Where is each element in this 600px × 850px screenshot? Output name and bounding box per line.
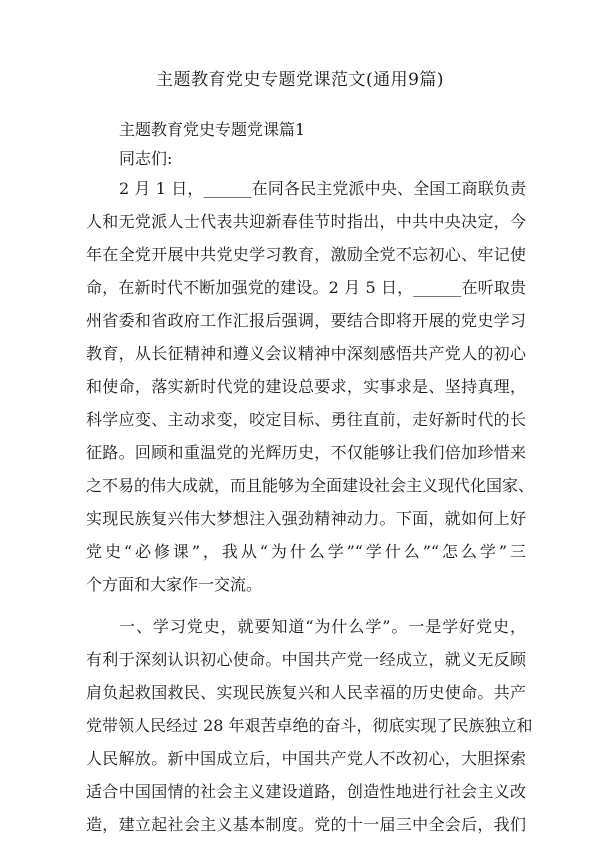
- text-line: 一、学习党史，就要知道“为什么学”。一是学好党史，: [119, 617, 526, 636]
- text-line: 和使命，落实新时代党的建设总要求，实事求是、坚持真理，: [86, 377, 526, 396]
- document-title: 主题教育党史专题党课范文(通用9篇): [155, 70, 445, 90]
- text-line: 人和无党派人士代表共迎新春佳节时指出，中共中央决定，今: [86, 212, 526, 231]
- text-line: 造，建立起社会主义基本制度。党的十一届三中全会后，我们: [86, 815, 526, 834]
- text-line: 党史“必修课”，我从“为什么学”“学什么”“怎么学”三: [86, 542, 526, 561]
- paragraph-2: [86, 615, 533, 846]
- text-line: 人民解放。新中国成立后，中国共产党人不改初心，大胆探索: [86, 749, 526, 768]
- text-line: 2 月 1 日，______在同各民主党派中央、全国工商联负责: [119, 179, 526, 198]
- text-line: 命，在新时代不断加强党的建设。2 月 5 日，______在听取贵: [86, 278, 526, 297]
- text-line: 有利于深刻认识初心使命。中国共产党一经成立，就义无反顾: [86, 650, 526, 669]
- document-body: [86, 177, 535, 846]
- text-line: 征路。回顾和重温党的光辉历史，不仅能够让我们倍加珍惜来: [86, 443, 526, 462]
- text-line: 肩负起救国救民、实现民族复兴和人民幸福的历史使命。共产: [86, 683, 526, 702]
- text-line: 个方面和大家作一交流。: [86, 575, 263, 594]
- text-line: 年在全党开展中共党史学习教育，激励全党不忘初心、牢记使: [86, 245, 526, 264]
- paragraph-gap: [86, 606, 526, 615]
- section-title: 主题教育党史专题党课篇1: [119, 120, 306, 139]
- text-line: 实现民族复兴伟大梦想注入强劲精神动力。下面，就如何上好: [86, 509, 526, 528]
- paragraph-1: [86, 177, 535, 606]
- text-line: 党带领人民经过 28 年艰苦卓绝的奋斗，彻底实现了民族独立和: [86, 716, 533, 735]
- salutation: 同志们:: [119, 149, 173, 168]
- text-line: 教育，从长征精神和遵义会议精神中深刻感悟共产党人的初心: [86, 344, 526, 363]
- text-line: 州省委和省政府工作汇报后强调，要结合即将开展的党史学习: [86, 311, 526, 330]
- text-line: 之不易的伟大成就，而且能够为全面建设社会主义现代化国家、: [86, 476, 535, 495]
- text-line: 科学应变、主动求变，咬定目标、勇往直前，走好新时代的长: [86, 410, 526, 429]
- text-line: 适合中国国情的社会主义建设道路，创造性地进行社会主义改: [86, 782, 526, 801]
